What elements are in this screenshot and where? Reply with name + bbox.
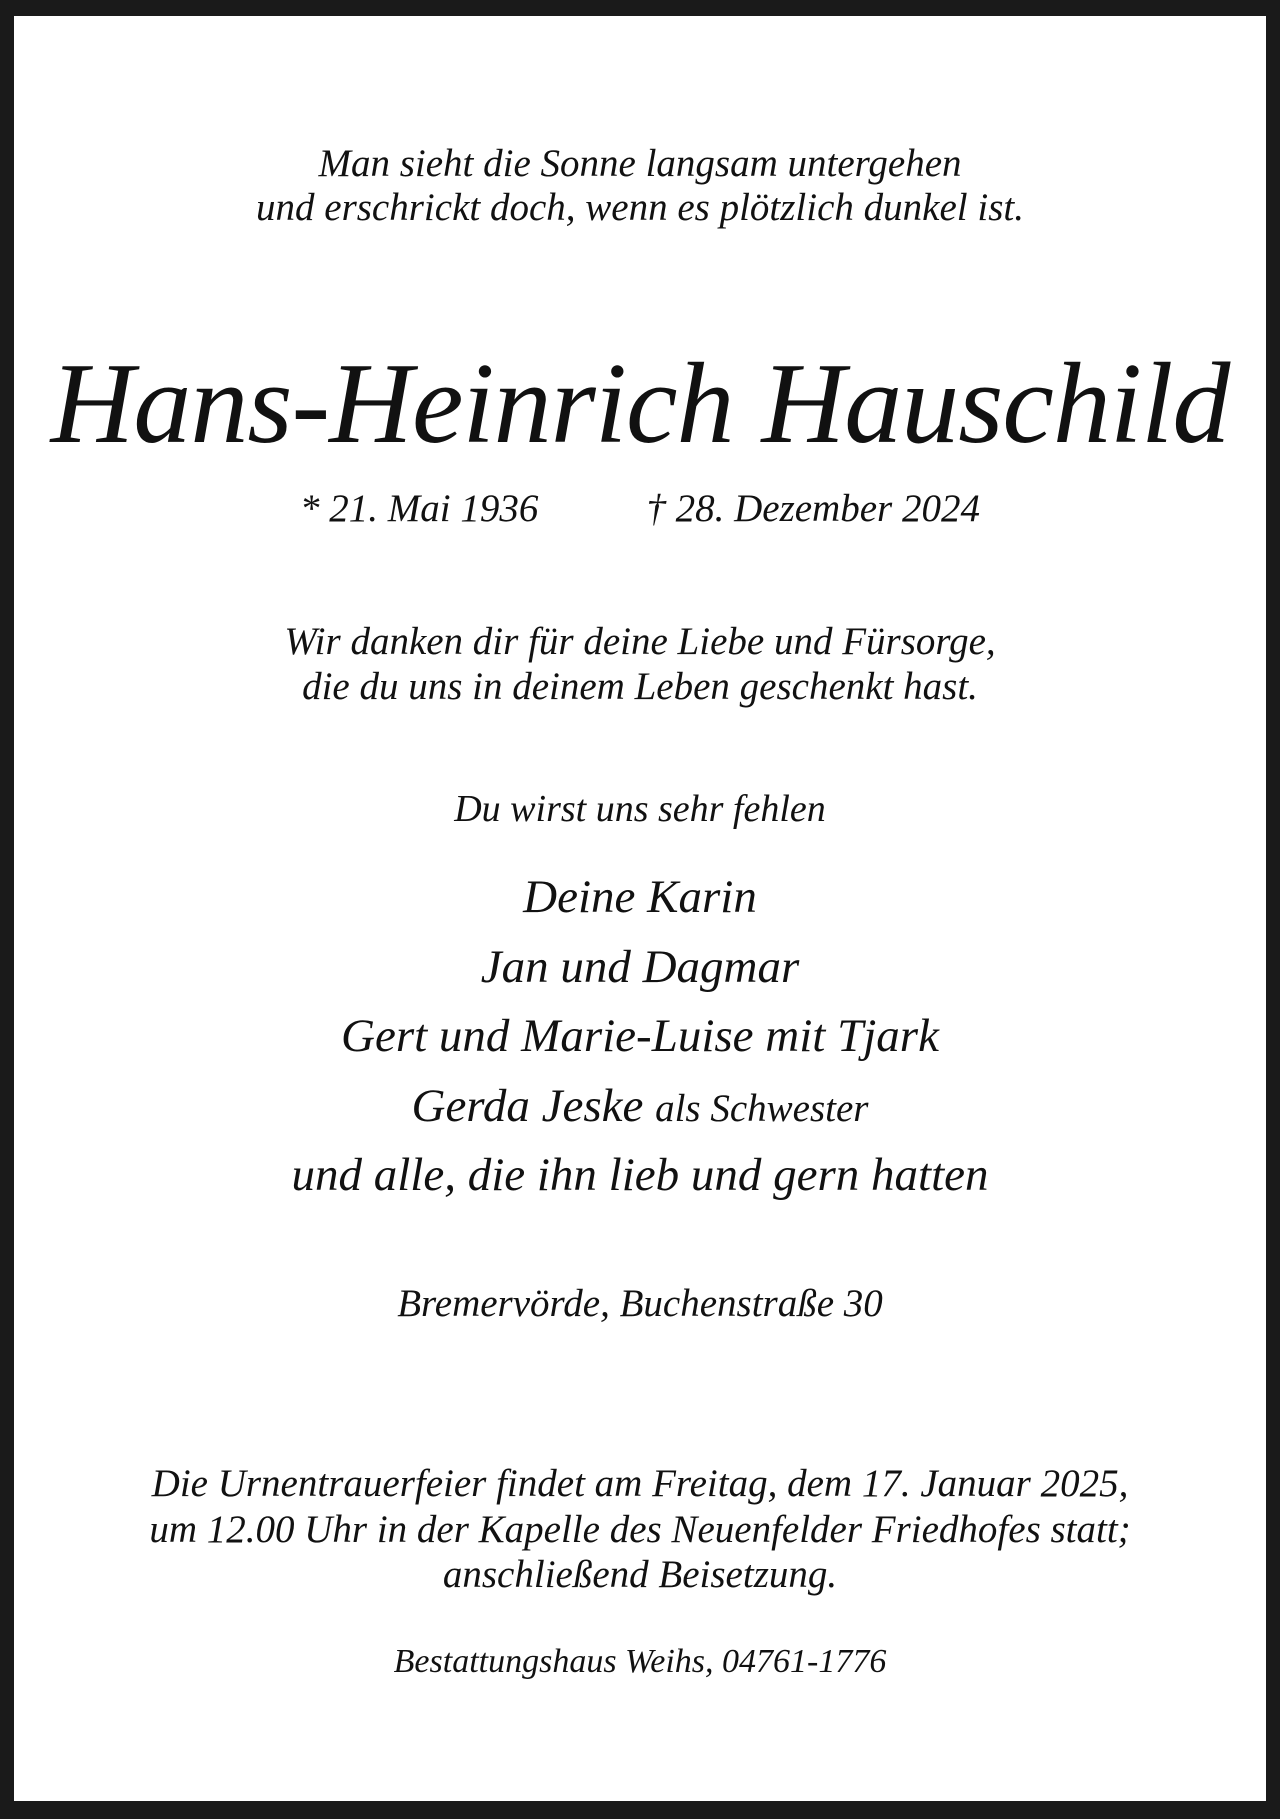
service-line-1: Die Urnentrauerfeier findet am Freitag, dem 17. Januar 2025,	[151, 1462, 1129, 1505]
family-address: Bremervörde, Buchenstraße 30	[397, 1282, 883, 1325]
motto-line-2: und erschrickt doch, wenn es plötzlich dunkel ist.	[256, 186, 1024, 229]
motto-line-1: Man sieht die Sonne langsam untergehen	[318, 142, 962, 185]
thanks-line-2: die du uns in deinem Leben geschenkt hast.	[302, 665, 978, 708]
farewell-line: Du wirst uns sehr fehlen	[454, 788, 826, 830]
mourner-gerda-name: Gerda Jeske	[411, 1080, 644, 1132]
death-date: † 28. Dezember 2024	[646, 487, 980, 530]
life-dates	[0, 489, 1280, 528]
mourner-gerda-jeske	[0, 1080, 1280, 1132]
service-line-2: um 12.00 Uhr in der Kapelle des Neuenfelder Friedhofes statt;	[149, 1508, 1131, 1551]
mourner-gerda-relation: als Schwester	[655, 1087, 869, 1130]
mourner-gert-marie-luise: Gert und Marie-Luise mit Tjark	[341, 1010, 939, 1062]
mourner-all-others: und alle, die ihn lieb und gern hatten	[291, 1149, 989, 1201]
thanks-line-1: Wir danken dir für deine Liebe und Fürsorge,	[284, 620, 996, 663]
birth-date: * 21. Mai 1936	[300, 487, 539, 530]
undertaker-contact: Bestattungshaus Weihs, 04761-1776	[393, 1643, 887, 1680]
mourner-jan-dagmar: Jan und Dagmar	[480, 941, 800, 993]
deceased-name: Hans-Heinrich Hauschild	[50, 340, 1230, 468]
service-line-3: anschließend Beisetzung.	[442, 1553, 838, 1596]
mourner-karin: Deine Karin	[523, 871, 757, 923]
